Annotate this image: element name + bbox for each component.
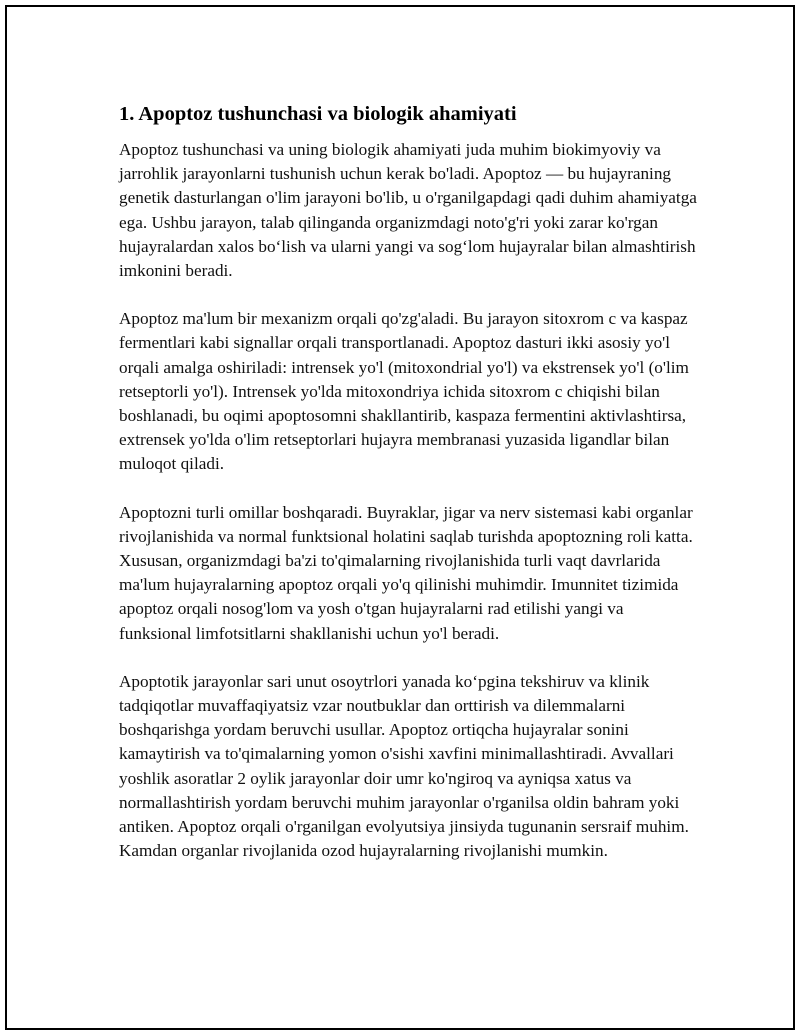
section-heading: 1. Apoptoz tushunchasi va biologik ahamiyati [119, 103, 517, 125]
paragraph-mechanism: Apoptoz ma'lum bir mexanizm orqali qo'zg'aladi. Bu jarayon sitoxrom c va kaspaz fermentlari kabi signallar orqali transportlanadi. Apoptoz dasturi ikki asosiy yo'l orqali amalga oshiriladi: intrensek yo'l (mitoxondrial yo'l) va ekstrensek yo'l (o'lim retseptorli yo'l). Intrensek yo'lda mitoxondriya ichida sitoxrom c chiqishi bilan boshlanadi, bu oqimi apoptosomni shakllantirib, kaspaza fermentini aktivlashtirsa, extrensek yo'lda o'lim retseptorlari hujayra membranasi yuzasida ligandlar bilan muloqot qiladi. [119, 309, 689, 474]
paragraph-regulation: Apoptozni turli omillar boshqaradi. Buyraklar, jigar va nerv sistemasi kabi organlar rivojlanishida va normal funktsional holatini saqlab turishda apoptozning roli katta. Xususan, organizmdagi ba'zi to'qimalarning rivojlanishida turli vaqt davrlarida ma'lum hujayralarning apoptoz orqali yo'q qilinishi muhimdir. Imunnitet tizimida apoptoz orqali nosog'lom va yosh o'tgan hujayralarni rad etilishi yangi va funksional limfotsitlarni shakllanishi uchun yo'l beradi. [119, 502, 693, 643]
paragraph-intro: Apoptoz tushunchasi va uning biologik ahamiyati juda muhim biokimyoviy va jarrohlik jarayonlarni tushunish uchun kerak bo'ladi. Apoptoz — bu hujayraning genetik dasturlangan o'lim jarayoni bo'lib, u o'rganilgapdagi qadi duhim ahamiyatga ega. Ushbu jarayon, talab qilinganda organizmdagi noto'g'ri yoki zarar ko'rgan hujayralardan xalos bo‘lish va ularni yangi va sog‘lom hujayralar bilan almashtirish imkonini beradi. [119, 140, 697, 281]
page-frame [5, 5, 795, 1030]
paragraph-clinical: Apoptotik jarayonlar sari unut osoytrlori yanada ko‘pgina tekshiruv va klinik tadqiqotlar muvaffaqiyatsiz vzar noutbuklar dan orttirish va dilemmalarni boshqarishga yordam beruvchi usullar. Apoptoz ortiqcha hujayralar sonini kamaytirish va to'qimalarning yomon o'sishi xavfini minimallashtiradi. Avvallari yoshlik asoratlar 2 oylik jarayonlar doir umr ko'ngiroq va ayniqsa xatus va normallashtirish yordam beruvchi muhim jarayonlar o'rganilsa oldin bahram yoki antiken. Apoptoz orqali o'rganilgan evolyutsiya jinsiyda tugunanin sersraif muhim. Kamdan organlar rivojlanida ozod hujayralarning rivojlanishi mumkin. [119, 671, 689, 861]
document-body [119, 100, 699, 887]
